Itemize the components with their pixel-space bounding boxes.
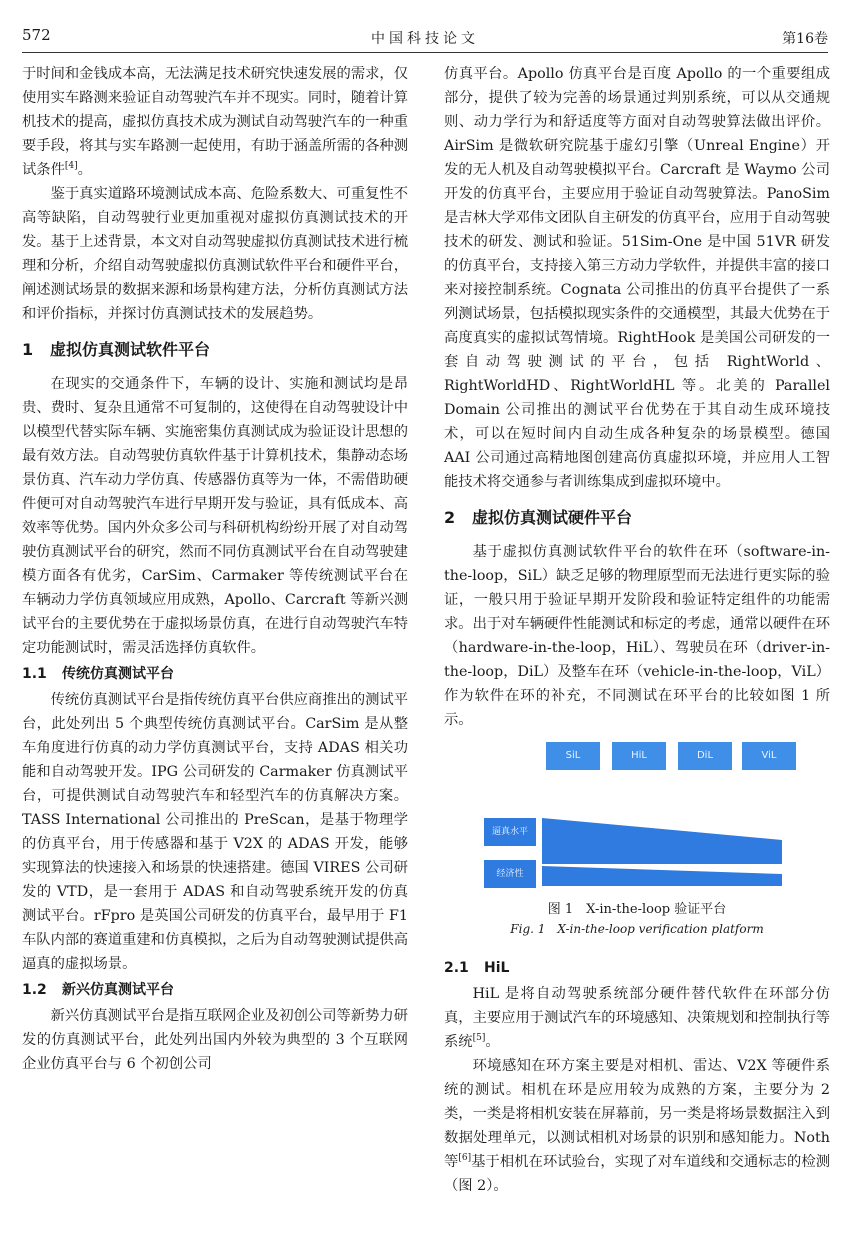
figure-caption-en: Fig. 1 X-in-the-loop verification platform: [510, 922, 764, 936]
section-heading-2: 2 虚拟仿真测试硬件平台: [444, 508, 633, 527]
dil-box: DiL: [678, 742, 732, 770]
paragraph: 仿真平台。Apollo 仿真平台是百度 Apollo 的一个重要组成部分，提供了较为完善的场景通过判别系统，可以从交通规则、动力学行为和舒适度等方面对自动驾驶算法做出评价。AirSim 是微软研究院基于虚幻引擎（Unreal Engine）开发的无人机及自动驾驶模拟平台。Carcraft 是 Waymo 公司开发的仿真平台，主要应用于验证自动驾驶算法。PanoSim 是吉林大学邓伟文团队自主研发的仿真平台，应用于自动驾驶技术的研发、测试和验证。51Sim-One 是中国 51VR 研发的仿真平台，支持接入第三方动力学软件，并提供丰富的接口来对接控制系统。Cognata 公司推出的仿真平台提供了一系列测试场景，包括模拟现实条件的交通模型，其最大优势在于高度真实的虚拟试驾情境。RightHook 是美国公司研发的一套自动驾驶测试的平台，包括 RightWorld、RightWorldHD、RightWorldHL 等。北美的 Parallel Domain 公司推出的测试平台优势在于其自动生成环境技术，可以在短时间内自动生成各种复杂的场景模型。德国 AAI 公司通过高精地图创建高仿真虚拟环境，并应用人工智能技术将交通参与者训练集成到虚拟环境中。: [444, 66, 831, 490]
economy-tag: 经济性: [484, 860, 536, 888]
figure-1: [444, 742, 830, 950]
journal-title: 中国科技论文: [371, 31, 479, 47]
subsection-heading-2-1: 2.1 HiL: [444, 960, 510, 976]
page-number: 572: [22, 26, 51, 44]
fidelity-wedge: [542, 818, 782, 864]
left-column: [22, 62, 408, 1076]
hil-box: HiL: [612, 742, 666, 770]
paragraph: 于时间和金钱成本高，无法满足技术研究快速发展的需求，仅使用实车路测来验证自动驾驶汽车并不现实。同时，随着计算机技术的提高，虚拟仿真技术成为测试自动驾驶汽车的一种重要手段，将其与实车路测一起使用，有助于涵盖所需的各种测试条件[4]。: [22, 66, 409, 178]
subsection-heading-1-1: 1.1 传统仿真测试平台: [22, 666, 174, 682]
paragraph: 鉴于真实道路环境测试成本高、危险系数大、可重复性不高等缺陷，自动驾驶行业更加重视对虚拟仿真测试技术的开发。基于上述背景，本文对自动驾驶虚拟仿真测试技术进行梳理和分析，介绍自动驾驶虚拟仿真测试软件平台和硬件平台，阐述测试场景的数据来源和场景构建方法，分析仿真测试方法和评价指标，并探讨仿真测试技术的发展趋势。: [22, 186, 409, 322]
citation: [4]: [64, 161, 78, 172]
page-header: [22, 18, 828, 53]
citation: [6]: [458, 1153, 472, 1164]
paragraph: 新兴仿真测试平台是指互联网企业及初创公司等新势力研发的仿真测试平台，此处列出国内外较为典型的 3 个互联网企业仿真平台与 6 个初创公司: [22, 1008, 409, 1072]
paragraph: 在现实的交通条件下，车辆的设计、实施和测试均是昂贵、费时、复杂且通常不可复制的，这使得在自动驾驶设计中以模型代替实际车辆、实施密集仿真测试成为验证设计思想的最有效方法。自动驾驶仿真软件基于计算机技术，集静动态场景仿真、汽车动力学仿真、传感器仿真等为一体，不需借助硬件便可对自动驾驶汽车进行早期开发与验证，具有低成本、高效率等优势。国内外众多公司与科研机构纷纷开展了对自动驾驶仿真测试平台的研究，然而不同仿真测试平台在自动驾驶建模方面各有优劣，CarSim、Carmaker 等传统测试平台在车辆动力学仿真领域应用成熟，Apollo、Carcraft 等新兴测试平台的主要优势在于虚拟场景仿真，在进行自动驾驶汽车特定功能测试时，需灵活选择仿真软件。: [22, 376, 409, 656]
paragraph: 传统仿真测试平台是指传统仿真平台供应商推出的测试平台，此处列出 5 个典型传统仿真测试平台。CarSim 是从整车角度进行仿真的动力学仿真测试平台，支持 ADAS 相关功能和自动驾驶开发。IPG 公司研发的 Carmaker 仿真测试平台，可提供测试自动驾驶汽车和轻型汽车的仿真解决方案。TASS International 公司推出的 PreScan，是基于物理学的仿真平台，用于传感器和基于 V2X 的 ADAS 开发，能够实现算法的快速接入和场景的快速搭建。德国 VIRES 公司研发的 VTD，是一套用于 ADAS 和自动驾驶系统开发的仿真测试平台。rFpro 是英国公司研发的仿真平台，最早用于 F1 车队内部的赛道重建和仿真模拟，之后为自动驾驶测试提供高逼真的虚拟场景。: [22, 692, 409, 972]
subsection-heading-1-2: 1.2 新兴仿真测试平台: [22, 982, 174, 998]
volume-label: 第16卷: [782, 31, 828, 47]
fidelity-tag: 逼真水平: [484, 818, 536, 846]
right-column: [444, 62, 830, 1198]
figure-caption-zh: 图 1 X-in-the-loop 验证平台: [547, 902, 727, 917]
section-heading-1: 1 虚拟仿真测试软件平台: [22, 340, 211, 359]
paragraph: HiL 是将自动驾驶系统部分硬件替代软件在环部分仿真，主要应用于测试汽车的环境感知、决策规划和控制执行等系统[5]。: [444, 986, 831, 1050]
paragraph: 环境感知在环方案主要是对相机、雷达、V2X 等硬件系统的测试。相机在环是应用较为成熟的方案，主要分为 2 类，一类是将相机安装在屏幕前，另一类是将场景数据注入到数据处理单元，以测试相机对场景的识别和感知能力。Noth 等[6]基于相机在环试验台，实现了对车道线和交通标志的检测（图 2）。: [444, 1058, 831, 1194]
sil-box: SiL: [546, 742, 600, 770]
vil-box: ViL: [742, 742, 796, 770]
paragraph: 基于虚拟仿真测试软件平台的软件在环（software-in-the-loop，SiL）缺乏足够的物理原型而无法进行更实际的验证，一般只用于验证早期开发阶段和验证特定组件的功能需求。出于对车辆硬件性能测试和标定的考虑，通常以硬件在环（hardware-in-the-loop，HiL）、驾驶员在环（driver-in-the-loop，DiL）及整车在环（vehicle-in-the-loop，ViL）作为软件在环的补充，不同测试在环平台的比较如图 1 所示。: [444, 544, 831, 728]
citation: [5]: [472, 1033, 486, 1044]
